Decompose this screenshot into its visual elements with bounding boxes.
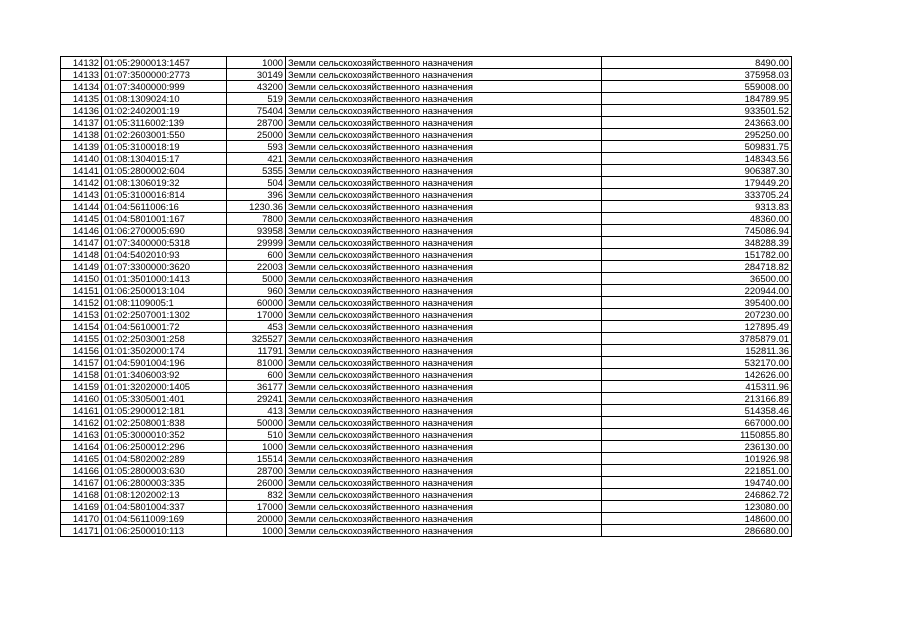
row-number-cell: 14168 (61, 489, 102, 501)
land-category-cell: Земли сельскохозяйственного назначения (286, 273, 602, 285)
area-cell: 600 (227, 369, 286, 381)
cadastral-value-cell: 933501.52 (602, 105, 792, 117)
cadastral-value-cell: 415311.96 (602, 381, 792, 393)
row-number-cell: 14151 (61, 285, 102, 297)
cadastral-number-cell: 01:05:3100016:814 (102, 189, 227, 201)
table-row (61, 189, 792, 201)
table-row (61, 57, 792, 69)
cadastral-value-cell: 127895.49 (602, 321, 792, 333)
cadastral-number-cell: 01:07:3300000:3620 (102, 261, 227, 273)
table-row (61, 381, 792, 393)
table-row (61, 477, 792, 489)
land-category-cell: Земли сельскохозяйственного назначения (286, 117, 602, 129)
row-number-cell: 14144 (61, 201, 102, 213)
area-cell: 519 (227, 93, 286, 105)
table-row (61, 285, 792, 297)
cadastral-number-cell: 01:05:3000010:352 (102, 429, 227, 441)
area-cell: 17000 (227, 309, 286, 321)
cadastral-number-cell: 01:08:1306019:32 (102, 177, 227, 189)
area-cell: 36177 (227, 381, 286, 393)
land-category-cell: Земли сельскохозяйственного назначения (286, 489, 602, 501)
row-number-cell: 14145 (61, 213, 102, 225)
land-category-cell: Земли сельскохозяйственного назначения (286, 57, 602, 69)
cadastral-value-cell: 152811.36 (602, 345, 792, 357)
table-row (61, 177, 792, 189)
cadastral-value-cell: 906387.30 (602, 165, 792, 177)
land-category-cell: Земли сельскохозяйственного назначения (286, 321, 602, 333)
table-row (61, 333, 792, 345)
table-row (61, 165, 792, 177)
land-category-cell: Земли сельскохозяйственного назначения (286, 261, 602, 273)
land-category-cell: Земли сельскохозяйственного назначения (286, 177, 602, 189)
land-category-cell: Земли сельскохозяйственного назначения (286, 201, 602, 213)
row-number-cell: 14139 (61, 141, 102, 153)
cadastral-value-cell: 207230.00 (602, 309, 792, 321)
row-number-cell: 14160 (61, 393, 102, 405)
cadastral-number-cell: 01:04:5801001:167 (102, 213, 227, 225)
cadastral-number-cell: 01:04:5610001:72 (102, 321, 227, 333)
cadastral-value-cell: 48360.00 (602, 213, 792, 225)
land-category-cell: Земли сельскохозяйственного назначения (286, 213, 602, 225)
land-category-cell: Земли сельскохозяйственного назначения (286, 93, 602, 105)
area-cell: 5355 (227, 165, 286, 177)
area-cell: 11791 (227, 345, 286, 357)
cadastral-number-cell: 01:01:3502000:174 (102, 345, 227, 357)
row-number-cell: 14156 (61, 345, 102, 357)
cadastral-value-cell: 509831.75 (602, 141, 792, 153)
area-cell: 504 (227, 177, 286, 189)
area-cell: 60000 (227, 297, 286, 309)
area-cell: 960 (227, 285, 286, 297)
row-number-cell: 14147 (61, 237, 102, 249)
land-category-cell: Земли сельскохозяйственного назначения (286, 225, 602, 237)
cadastral-number-cell: 01:06:2700005:690 (102, 225, 227, 237)
row-number-cell: 14134 (61, 81, 102, 93)
table-row (61, 297, 792, 309)
row-number-cell: 14162 (61, 417, 102, 429)
table-row (61, 369, 792, 381)
row-number-cell: 14157 (61, 357, 102, 369)
row-number-cell: 14163 (61, 429, 102, 441)
cadastral-number-cell: 01:05:2800002:604 (102, 165, 227, 177)
cadastral-number-cell: 01:08:1304015:17 (102, 153, 227, 165)
cadastral-number-cell: 01:02:2507001:1302 (102, 309, 227, 321)
table-row (61, 249, 792, 261)
cadastral-number-cell: 01:01:3202000:1405 (102, 381, 227, 393)
cadastral-number-cell: 01:05:3305001:401 (102, 393, 227, 405)
cadastral-number-cell: 01:04:5801004:337 (102, 501, 227, 513)
row-number-cell: 14133 (61, 69, 102, 81)
cadastral-value-cell: 745086.94 (602, 225, 792, 237)
area-cell: 28700 (227, 117, 286, 129)
table-row (61, 93, 792, 105)
land-category-cell: Земли сельскохозяйственного назначения (286, 189, 602, 201)
cadastral-value-cell: 148343.56 (602, 153, 792, 165)
row-number-cell: 14169 (61, 501, 102, 513)
cadastral-value-cell: 220944.00 (602, 285, 792, 297)
cadastral-number-cell: 01:06:2500013:104 (102, 285, 227, 297)
table-row (61, 117, 792, 129)
area-cell: 25000 (227, 129, 286, 141)
land-category-cell: Земли сельскохозяйственного назначения (286, 105, 602, 117)
area-cell: 421 (227, 153, 286, 165)
cadastral-number-cell: 01:08:1109005:1 (102, 297, 227, 309)
table-body (61, 57, 792, 537)
area-cell: 413 (227, 405, 286, 417)
row-number-cell: 14138 (61, 129, 102, 141)
table-row (61, 129, 792, 141)
area-cell: 29241 (227, 393, 286, 405)
cadastral-number-cell: 01:06:2500012:296 (102, 441, 227, 453)
cadastral-value-cell: 36500.00 (602, 273, 792, 285)
cadastral-number-cell: 01:04:5802002:289 (102, 453, 227, 465)
land-category-cell: Земли сельскохозяйственного назначения (286, 453, 602, 465)
area-cell: 15514 (227, 453, 286, 465)
table-row (61, 429, 792, 441)
area-cell: 29999 (227, 237, 286, 249)
cadastral-value-cell: 142626.00 (602, 369, 792, 381)
area-cell: 832 (227, 489, 286, 501)
table-row (61, 81, 792, 93)
land-category-cell: Земли сельскохозяйственного назначения (286, 237, 602, 249)
area-cell: 30149 (227, 69, 286, 81)
land-category-cell: Земли сельскохозяйственного назначения (286, 297, 602, 309)
table-row (61, 213, 792, 225)
cadastral-value-cell: 151782.00 (602, 249, 792, 261)
land-category-cell: Земли сельскохозяйственного назначения (286, 501, 602, 513)
cadastral-number-cell: 01:05:3100018:19 (102, 141, 227, 153)
table-row (61, 489, 792, 501)
area-cell: 593 (227, 141, 286, 153)
land-category-cell: Земли сельскохозяйственного назначения (286, 513, 602, 525)
area-cell: 17000 (227, 501, 286, 513)
area-cell: 93958 (227, 225, 286, 237)
row-number-cell: 14165 (61, 453, 102, 465)
land-category-cell: Земли сельскохозяйственного назначения (286, 249, 602, 261)
row-number-cell: 14159 (61, 381, 102, 393)
cadastral-number-cell: 01:07:3400000:999 (102, 81, 227, 93)
cadastral-value-cell: 333705.24 (602, 189, 792, 201)
cadastral-number-cell: 01:08:1309024:10 (102, 93, 227, 105)
cadastral-value-cell: 123080.00 (602, 501, 792, 513)
row-number-cell: 14152 (61, 297, 102, 309)
land-category-cell: Земли сельскохозяйственного назначения (286, 69, 602, 81)
land-category-cell: Земли сельскохозяйственного назначения (286, 477, 602, 489)
land-category-cell: Земли сельскохозяйственного назначения (286, 465, 602, 477)
cadastral-value-cell: 348288.39 (602, 237, 792, 249)
row-number-cell: 14150 (61, 273, 102, 285)
table-row (61, 525, 792, 537)
row-number-cell: 14141 (61, 165, 102, 177)
cadastral-value-cell: 395400.00 (602, 297, 792, 309)
area-cell: 28700 (227, 465, 286, 477)
table-row (61, 261, 792, 273)
cadastral-value-cell: 514358.46 (602, 405, 792, 417)
cadastral-number-cell: 01:05:3116002:139 (102, 117, 227, 129)
land-category-cell: Земли сельскохозяйственного назначения (286, 153, 602, 165)
area-cell: 1000 (227, 525, 286, 537)
cadastral-value-cell: 213166.89 (602, 393, 792, 405)
area-cell: 1000 (227, 57, 286, 69)
table-row (61, 309, 792, 321)
cadastral-number-cell: 01:02:2402001:19 (102, 105, 227, 117)
table-row (61, 513, 792, 525)
row-number-cell: 14148 (61, 249, 102, 261)
table-row (61, 321, 792, 333)
cadastral-number-cell: 01:04:5611006:16 (102, 201, 227, 213)
row-number-cell: 14149 (61, 261, 102, 273)
area-cell: 1230.36 (227, 201, 286, 213)
cadastral-value-cell: 559008.00 (602, 81, 792, 93)
row-number-cell: 14161 (61, 405, 102, 417)
area-cell: 600 (227, 249, 286, 261)
area-cell: 75404 (227, 105, 286, 117)
table-row (61, 273, 792, 285)
cadastral-number-cell: 01:07:3400000:5318 (102, 237, 227, 249)
cadastral-value-cell: 246862.72 (602, 489, 792, 501)
area-cell: 43200 (227, 81, 286, 93)
row-number-cell: 14166 (61, 465, 102, 477)
cadastral-number-cell: 01:05:2900012:181 (102, 405, 227, 417)
cadastral-value-cell: 101926.98 (602, 453, 792, 465)
cadastral-value-cell: 243663.00 (602, 117, 792, 129)
area-cell: 510 (227, 429, 286, 441)
cadastral-value-cell: 184789.95 (602, 93, 792, 105)
cadastral-number-cell: 01:02:2503001:258 (102, 333, 227, 345)
area-cell: 396 (227, 189, 286, 201)
cadastral-value-cell: 8490.00 (602, 57, 792, 69)
table-row (61, 357, 792, 369)
land-category-cell: Земли сельскохозяйственного назначения (286, 441, 602, 453)
table-row (61, 105, 792, 117)
cadastral-number-cell: 01:06:2800003:335 (102, 477, 227, 489)
land-plots-table (60, 56, 792, 537)
cadastral-number-cell: 01:02:2603001:550 (102, 129, 227, 141)
area-cell: 81000 (227, 357, 286, 369)
table-row (61, 141, 792, 153)
land-category-cell: Земли сельскохозяйственного назначения (286, 417, 602, 429)
table-row (61, 441, 792, 453)
cadastral-number-cell: 01:05:2800003:630 (102, 465, 227, 477)
row-number-cell: 14136 (61, 105, 102, 117)
cadastral-number-cell: 01:01:3501000:1413 (102, 273, 227, 285)
row-number-cell: 14135 (61, 93, 102, 105)
cadastral-number-cell: 01:01:3406003:92 (102, 369, 227, 381)
land-category-cell: Земли сельскохозяйственного назначения (286, 429, 602, 441)
row-number-cell: 14158 (61, 369, 102, 381)
cadastral-value-cell: 236130.00 (602, 441, 792, 453)
table-row (61, 417, 792, 429)
row-number-cell: 14142 (61, 177, 102, 189)
cadastral-number-cell: 01:05:2900013:1457 (102, 57, 227, 69)
area-cell: 22003 (227, 261, 286, 273)
row-number-cell: 14154 (61, 321, 102, 333)
row-number-cell: 14170 (61, 513, 102, 525)
cadastral-value-cell: 532170.00 (602, 357, 792, 369)
cadastral-value-cell: 9313.83 (602, 201, 792, 213)
land-category-cell: Земли сельскохозяйственного назначения (286, 81, 602, 93)
row-number-cell: 14140 (61, 153, 102, 165)
table-row (61, 453, 792, 465)
land-category-cell: Земли сельскохозяйственного назначения (286, 393, 602, 405)
area-cell: 5000 (227, 273, 286, 285)
area-cell: 50000 (227, 417, 286, 429)
cadastral-value-cell: 194740.00 (602, 477, 792, 489)
table-row (61, 69, 792, 81)
area-cell: 325527 (227, 333, 286, 345)
area-cell: 20000 (227, 513, 286, 525)
land-category-cell: Земли сельскохозяйственного назначения (286, 129, 602, 141)
table-row (61, 405, 792, 417)
table-row (61, 225, 792, 237)
cadastral-value-cell: 179449.20 (602, 177, 792, 189)
table-row (61, 201, 792, 213)
land-category-cell: Земли сельскохозяйственного назначения (286, 165, 602, 177)
cadastral-number-cell: 01:02:2508001:838 (102, 417, 227, 429)
table-row (61, 237, 792, 249)
cadastral-number-cell: 01:04:5611009:169 (102, 513, 227, 525)
cadastral-number-cell: 01:06:2500010:113 (102, 525, 227, 537)
land-category-cell: Земли сельскохозяйственного назначения (286, 309, 602, 321)
row-number-cell: 14171 (61, 525, 102, 537)
row-number-cell: 14137 (61, 117, 102, 129)
cadastral-value-cell: 284718.82 (602, 261, 792, 273)
cadastral-value-cell: 3785879.01 (602, 333, 792, 345)
cadastral-number-cell: 01:08:1202002:13 (102, 489, 227, 501)
cadastral-value-cell: 221851.00 (602, 465, 792, 477)
row-number-cell: 14132 (61, 57, 102, 69)
cadastral-number-cell: 01:04:5402010:93 (102, 249, 227, 261)
table-row (61, 393, 792, 405)
land-category-cell: Земли сельскохозяйственного назначения (286, 345, 602, 357)
row-number-cell: 14143 (61, 189, 102, 201)
table-row (61, 153, 792, 165)
land-category-cell: Земли сельскохозяйственного назначения (286, 525, 602, 537)
table-row (61, 345, 792, 357)
cadastral-number-cell: 01:04:5901004:196 (102, 357, 227, 369)
cadastral-value-cell: 667000.00 (602, 417, 792, 429)
cadastral-value-cell: 1150855.80 (602, 429, 792, 441)
area-cell: 7800 (227, 213, 286, 225)
row-number-cell: 14155 (61, 333, 102, 345)
land-category-cell: Земли сельскохозяйственного назначения (286, 357, 602, 369)
land-category-cell: Земли сельскохозяйственного назначения (286, 405, 602, 417)
cadastral-number-cell: 01:07:3500000:2773 (102, 69, 227, 81)
land-category-cell: Земли сельскохозяйственного назначения (286, 381, 602, 393)
cadastral-value-cell: 148600.00 (602, 513, 792, 525)
cadastral-value-cell: 286680.00 (602, 525, 792, 537)
land-category-cell: Земли сельскохозяйственного назначения (286, 141, 602, 153)
row-number-cell: 14153 (61, 309, 102, 321)
area-cell: 453 (227, 321, 286, 333)
area-cell: 1000 (227, 441, 286, 453)
cadastral-value-cell: 375958.03 (602, 69, 792, 81)
table-row (61, 465, 792, 477)
row-number-cell: 14164 (61, 441, 102, 453)
land-category-cell: Земли сельскохозяйственного назначения (286, 285, 602, 297)
land-category-cell: Земли сельскохозяйственного назначения (286, 333, 602, 345)
row-number-cell: 14146 (61, 225, 102, 237)
cadastral-value-cell: 295250.00 (602, 129, 792, 141)
land-category-cell: Земли сельскохозяйственного назначения (286, 369, 602, 381)
row-number-cell: 14167 (61, 477, 102, 489)
table-row (61, 501, 792, 513)
area-cell: 26000 (227, 477, 286, 489)
